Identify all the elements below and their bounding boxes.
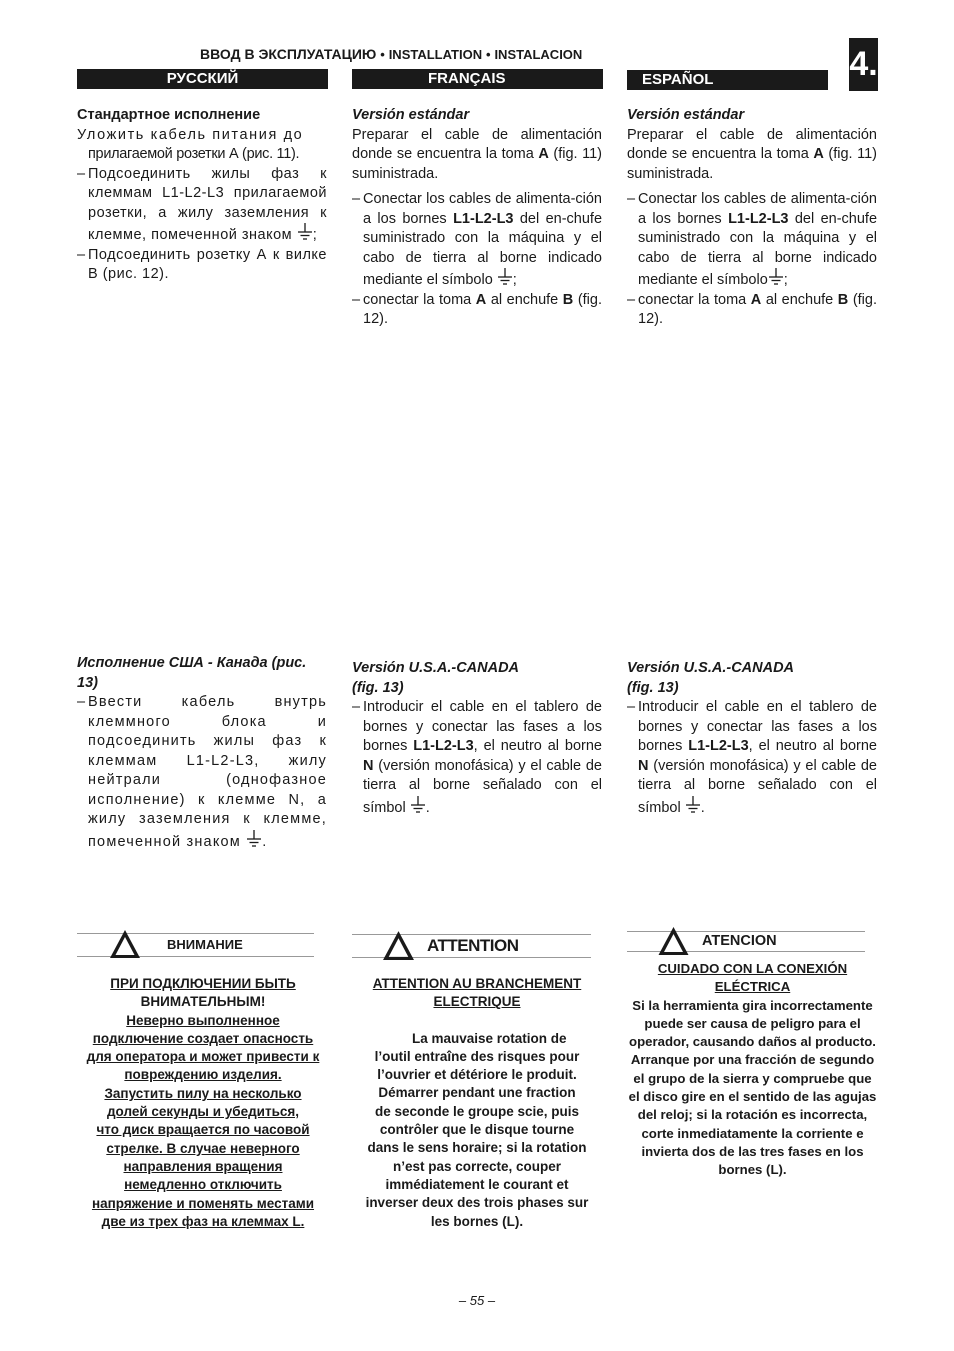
ru-standard-section bbox=[77, 106, 327, 285]
es-warning-header bbox=[627, 931, 865, 952]
warning-line: что диск вращается по часовой bbox=[96, 1122, 310, 1138]
es-standard-heading: Versión estándar bbox=[627, 107, 745, 123]
warning-line: ELECTRIQUE bbox=[433, 994, 521, 1010]
warning-line: CUIDADO CON LA CONEXIÓN bbox=[657, 961, 848, 976]
warning-line: bornes (L). bbox=[718, 1162, 787, 1178]
fr-warning-body bbox=[352, 975, 602, 1231]
text-run-bold: L1-L2-L3 bbox=[728, 210, 789, 227]
text-run-bold: A bbox=[475, 291, 487, 308]
warning-line: immédiatement le courant et bbox=[385, 1176, 569, 1192]
es-list-item bbox=[627, 291, 877, 330]
ru-list-item bbox=[77, 693, 327, 852]
warning-line: operador, causando daños al producto. bbox=[629, 1034, 876, 1050]
text-run: (fig. 12). bbox=[363, 291, 602, 327]
lang-tab-label: РУССКИЙ bbox=[166, 70, 239, 87]
text-run: Introducir el cable en el tablero de bornes y conectar las fases a los bornes bbox=[363, 699, 602, 754]
text-run: (fig. 11) suministrada. bbox=[352, 146, 603, 182]
header-title-es: INSTALACION bbox=[494, 47, 583, 62]
text-run-bold: L1-L2-L3 bbox=[453, 210, 514, 227]
fr-warning-header bbox=[352, 934, 591, 958]
es-usa-section bbox=[627, 659, 877, 818]
warning-line: les bornes (L). bbox=[430, 1213, 524, 1229]
warning-line: для оператора и может привести к bbox=[86, 1049, 320, 1065]
text-run: Preparar el cable de alimentación donde se encuentra la toma bbox=[352, 126, 602, 162]
fr-standard-heading: Versión estándar bbox=[352, 107, 470, 123]
warning-line: contrôler que le disque tourne bbox=[379, 1122, 575, 1138]
ru-warning-body bbox=[74, 975, 332, 1231]
ru-standard-line: Уложить кабель питания до bbox=[77, 126, 304, 143]
header-separator: • bbox=[485, 47, 491, 62]
text-run: , el neutro al borne bbox=[473, 738, 602, 754]
es-standard-paragraph bbox=[627, 126, 877, 185]
warning-line: Запустить пилу на несколько bbox=[104, 1085, 302, 1101]
list-dash: – bbox=[352, 291, 361, 308]
warning-line: ВНИМАТЕЛЬНЫМ! bbox=[140, 994, 266, 1010]
fr-list-item bbox=[352, 190, 602, 291]
text-run: (fig. 11) suministrada. bbox=[627, 146, 878, 182]
text-run-bold: A bbox=[538, 146, 549, 162]
fr-usa-section bbox=[352, 659, 602, 818]
warning-line: dans le sens horaire; si la rotation bbox=[367, 1140, 587, 1156]
es-list-item bbox=[627, 190, 877, 291]
header-title-fr: INSTALLATION bbox=[388, 47, 483, 62]
text-run-bold: N bbox=[638, 757, 649, 774]
page-number: – 55 – bbox=[458, 1293, 496, 1308]
ru-list-item bbox=[77, 165, 327, 246]
text-run: Conectar los cables de alimenta-ción a los bornes bbox=[638, 191, 877, 227]
chapter-number: 4. bbox=[849, 38, 878, 91]
lang-tab-spanish bbox=[627, 70, 828, 90]
warning-line: стрелке. В случае неверного bbox=[106, 1140, 300, 1156]
ru-item-text: Ввести кабель внутрь клеммного блока и подсоединить жилы фаз к клеммам L1-L2-L3, жилу нейтрали (однофазное исполнение) к клемме N, а жилу заземления к клемме, помеченной знаком bbox=[88, 694, 327, 850]
ru-list-item bbox=[77, 246, 327, 285]
text-run-bold: A bbox=[750, 291, 762, 308]
warning-line: l’ouvrier et détériore le produit. bbox=[377, 1067, 577, 1083]
ru-warning-label: ВНИМАНИЕ bbox=[167, 937, 243, 952]
list-dash: – bbox=[627, 191, 636, 207]
text-run: Conectar los cables de alimenta-ción a los bornes bbox=[363, 191, 602, 227]
warning-line: el grupo de la sierra y compruebe que bbox=[633, 1070, 872, 1086]
text-run: . bbox=[425, 799, 430, 816]
list-dash: – bbox=[77, 165, 86, 182]
text-run: , el neutro al borne bbox=[748, 738, 877, 754]
earth-ground-icon bbox=[246, 830, 262, 848]
warning-line: немедленно отключить bbox=[124, 1177, 282, 1193]
earth-ground-icon bbox=[497, 268, 513, 286]
fr-usa-heading: (fig. 13) bbox=[352, 679, 404, 696]
fr-usa-heading: Versión U.S.A.-CANADA bbox=[352, 660, 520, 676]
warning-line: Неверно выполненное bbox=[126, 1012, 280, 1028]
warning-line: ELÉCTRICA bbox=[714, 979, 791, 995]
warning-line: Si la herramienta gira incorrectamente bbox=[632, 997, 873, 1013]
text-run: (fig. 12). bbox=[638, 291, 877, 327]
es-usa-heading: (fig. 13) bbox=[627, 679, 679, 696]
earth-ground-icon bbox=[685, 796, 701, 814]
warning-line: Démarrer pendant une fraction bbox=[378, 1085, 576, 1101]
warning-line: повреждению изделия. bbox=[124, 1067, 282, 1083]
header-separator: • bbox=[380, 47, 385, 62]
ru-standard-heading: Стандартное исполнение bbox=[77, 107, 261, 123]
es-list-item bbox=[627, 698, 877, 818]
text-run: al enchufe bbox=[490, 291, 559, 308]
warning-triangle-icon bbox=[657, 926, 690, 956]
text-run: ; bbox=[783, 272, 788, 288]
text-run: ; bbox=[512, 272, 517, 288]
fr-list-item bbox=[352, 291, 602, 330]
warning-line: ПРИ ПОДКЛЮЧЕНИИ БЫТЬ bbox=[110, 976, 296, 991]
warning-line: две из трех фаз на клеммах L. bbox=[101, 1213, 305, 1229]
warning-line: подключение создает опасность bbox=[92, 1030, 314, 1046]
ru-usa-heading: Исполнение США - Канада (рис. 13) bbox=[77, 655, 307, 691]
warning-line: del reloj; si la rotación es incorrecta, bbox=[637, 1107, 868, 1123]
warning-line: invierta dos de las tres fases en los bbox=[641, 1143, 864, 1159]
es-warning-label: ATENCION bbox=[702, 933, 777, 949]
text-run: del en-chufe suministrado con la máquina y el cabo de tierra al borne indicado mediante el símbolo bbox=[638, 210, 878, 288]
text-run: al enchufe bbox=[765, 291, 834, 308]
warning-line: долей секунды и убедиться, bbox=[106, 1104, 300, 1120]
text-run: (versión monofásica) y el cable de tierra al borne señalado con el símbol bbox=[638, 757, 877, 816]
text-run: conectar la toma bbox=[638, 291, 747, 308]
warning-line: La mauvaise rotation de bbox=[412, 1030, 567, 1046]
warning-triangle-icon bbox=[109, 929, 141, 959]
warning-line: de seconde le groupe scie, puis bbox=[374, 1103, 580, 1119]
earth-ground-icon bbox=[297, 223, 313, 241]
ru-item-text: Подсоединить жилы фаз к клеммам L1-L2-L3 прилагаемой розетки, а жилу заземления к клемме, помеченной знаком bbox=[88, 165, 327, 243]
warning-line: ATTENTION AU BRANCHEMENT bbox=[372, 976, 582, 991]
text-run-bold: B bbox=[837, 291, 849, 308]
text-run-bold: N bbox=[363, 757, 374, 774]
list-dash: – bbox=[77, 246, 86, 263]
warning-line: puede ser causa de peligro para el bbox=[644, 1015, 861, 1031]
text-run: Introducir el cable en el tablero de bornes y conectar las fases a los bornes bbox=[638, 699, 877, 754]
warning-line: corte inmediatamente la corriente e bbox=[641, 1125, 864, 1141]
text-run: del en-chufe suministrado con la máquina y el cabo de tierra al borne indicado mediante el símbolo bbox=[363, 210, 603, 288]
page-header bbox=[200, 46, 760, 62]
warning-line: Arranque por una fracción de segundo bbox=[630, 1052, 875, 1068]
ru-standard-line: прилагаемой розетки А (рис. 11). bbox=[88, 146, 300, 162]
header-title-ru: ВВОД В ЭКСПЛУАТАЦИЮ bbox=[200, 46, 377, 62]
text-run-bold: L1-L2-L3 bbox=[413, 738, 474, 754]
lang-tab-label: FRANÇAIS bbox=[428, 70, 506, 87]
warning-line: l’outil entraîne des risques pour bbox=[374, 1048, 580, 1064]
lang-tab-label: ESPAÑOL bbox=[642, 71, 714, 88]
ru-usa-section bbox=[77, 654, 327, 852]
list-dash: – bbox=[352, 191, 361, 207]
es-usa-heading: Versión U.S.A.-CANADA bbox=[627, 660, 795, 676]
ru-item-end: ; bbox=[312, 227, 318, 243]
fr-list-item bbox=[352, 698, 602, 818]
warning-line: n’est pas correcte, couper bbox=[392, 1158, 562, 1174]
text-run: conectar la toma bbox=[363, 291, 472, 308]
earth-ground-icon bbox=[768, 268, 784, 286]
es-standard-section bbox=[627, 106, 877, 330]
text-run-bold: L1-L2-L3 bbox=[688, 738, 749, 754]
text-run: . bbox=[700, 799, 705, 816]
ru-item-end: . bbox=[262, 833, 268, 850]
list-dash: – bbox=[627, 291, 636, 308]
warning-line: напряжение и поменять местами bbox=[91, 1195, 315, 1211]
es-warning-body bbox=[625, 960, 880, 1180]
text-run: Preparar el cable de alimentación donde se encuentra la toma bbox=[627, 126, 877, 162]
fr-standard-section bbox=[352, 106, 602, 330]
warning-line: направления вращения bbox=[123, 1158, 283, 1174]
text-run-bold: A bbox=[813, 146, 824, 162]
fr-warning-label: ATTENTION bbox=[427, 936, 519, 955]
fr-standard-paragraph bbox=[352, 126, 602, 185]
warning-line: inverser deux des trois phases sur bbox=[365, 1195, 589, 1211]
list-dash: – bbox=[352, 699, 361, 715]
text-run: (versión monofásica) y el cable de tierra al borne señalado con el símbol bbox=[363, 757, 602, 816]
warning-line: el disco gire en el sentido de las agujas bbox=[628, 1089, 877, 1105]
lang-tab-french bbox=[352, 69, 603, 89]
ru-warning-header bbox=[77, 933, 314, 957]
warning-triangle-icon bbox=[382, 930, 415, 961]
text-run-bold: B bbox=[562, 291, 574, 308]
earth-ground-icon bbox=[410, 796, 426, 814]
list-dash: – bbox=[77, 694, 87, 710]
ru-item-text: Подсоединить розетку А к вилке В (рис. 12). bbox=[88, 246, 327, 282]
lang-tab-russian bbox=[77, 69, 328, 89]
list-dash: – bbox=[627, 699, 636, 715]
